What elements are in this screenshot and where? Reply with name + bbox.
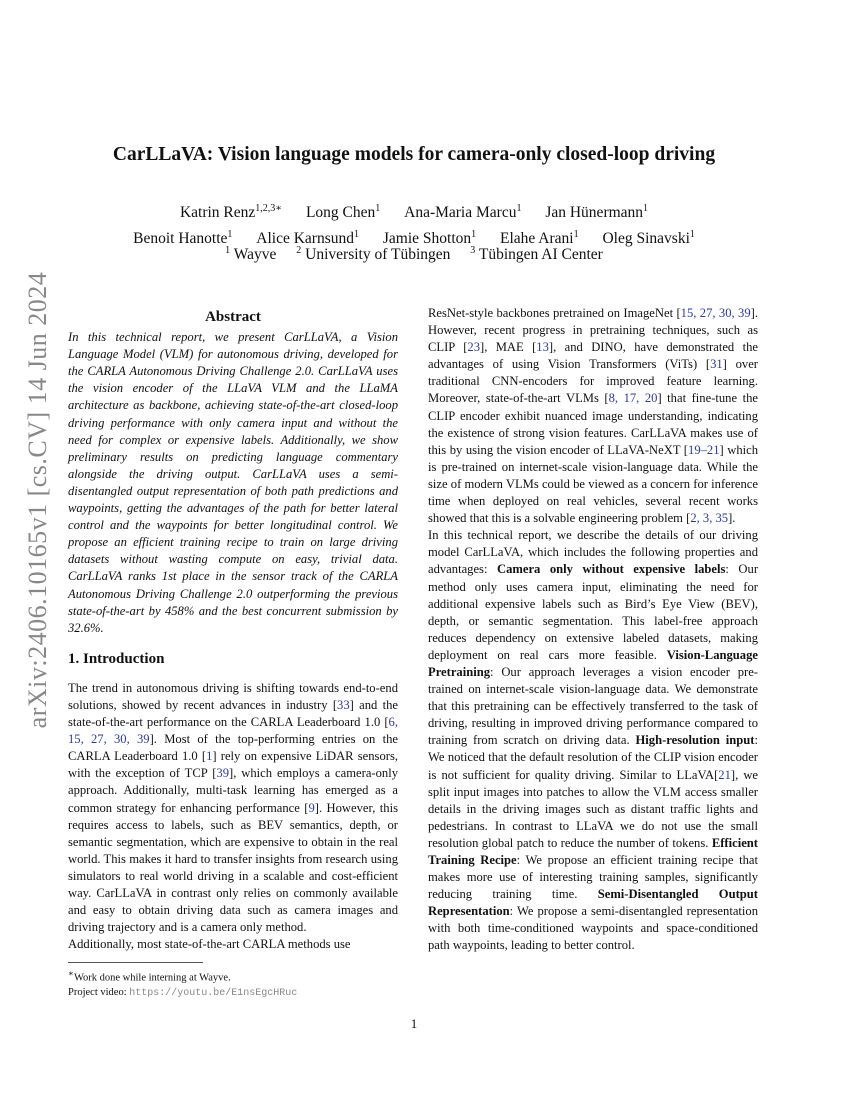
citation-link[interactable]: 15, 27, 30, 39 xyxy=(680,306,751,320)
author: Jan Hünermann$^1$ xyxy=(545,203,649,222)
affiliation: $^1$ Wayve xyxy=(225,245,277,264)
affiliation: $^3$ Tübingen AI Center xyxy=(470,245,603,264)
author: Alice Karnsund$^1$ xyxy=(256,229,359,248)
property-heading: High-resolution input xyxy=(635,733,755,748)
arxiv-identifier: arXiv:2406.10165v1 [cs.CV] 14 Jun 2024 xyxy=(23,271,52,729)
citation-link[interactable]: 9 xyxy=(308,800,315,815)
citation-link[interactable]: 23 xyxy=(467,340,480,355)
intro-paragraph-1: The trend in autonomous driving is shifting towards end-to-end solutions, showed by recent advances in industry [33] and the state-of-the-art performance on the CARLA Leaderboard 1.0 [6, 15, 27, 30, 39]. Most of the top-performing entries on the CARLA Leaderboard 1.0 [1] rely on expensive LiDAR sensors, with the exception of TCP [39], which employs a camera-only approach. Additionally, multi-task learning has emerged as a common strategy for enhancing performance [9]. However, this requires access to labels, such as BEV semantics, depth, or semantic segmentation, which are expensive to obtain in the real world. This makes it hard to transfer insights from research using simulators to real world driving in a scalable and cost-efficient way. CarLLaVA in contrast only relies on commonly available and easy to obtain driving data such as camera images and driving trajectory and is a camera only method. xyxy=(68,680,398,935)
abstract-text: In this technical report, we present CarLLaVA, a Vision Language Model (VLM) for autonomous driving, developed for the CARLA Autonomous Driving Challenge 2.0. CarLLaVA uses the vision encoder of the LLaVA VLM and the LLaMA architecture as backbone, achieving state-of-the-art closed-loop driving performance with only camera input and without the need for complex or expensive labels. Additionally, we show preliminary results on predicting language commentary alongside the driving output. CarLLaVA uses a semi-disentangled output representation of both path predictions and waypoints, getting the advantages of the path for better lateral control and the waypoints for better longitudinal control. We propose an efficient training recipe to train on large driving datasets without wasting compute on easy, trivial data. CarLLaVA ranks 1st place in the sensor track of the CARLA Autonomous Driving Challenge 2.0 outperforming the previous state-of-the-art by 458% and the best concurrent submission by 32.6%. xyxy=(68,330,398,635)
property-heading: Camera only without expensive labels xyxy=(496,562,726,577)
author: Katrin Renz$^{1,2,3∗}$ xyxy=(179,203,283,222)
affiliations xyxy=(0,245,828,264)
author-line-1 xyxy=(0,198,828,224)
author: Ana-Maria Marcu$^1$ xyxy=(404,203,522,222)
citation-link[interactable]: 1 xyxy=(206,749,213,764)
citation-link[interactable]: 21 xyxy=(718,767,731,782)
citation-link[interactable]: 31 xyxy=(710,357,723,372)
footnote xyxy=(68,962,398,1001)
citation-link[interactable]: 19–21 xyxy=(688,442,720,457)
author: Benoit Hanotte$^1$ xyxy=(133,229,233,248)
project-video-link[interactable]: https://youtu.be/E1nsEgcHRuc xyxy=(129,987,298,999)
citation-link[interactable]: 13 xyxy=(536,340,549,355)
citation-link[interactable]: 2, 3, 35 xyxy=(690,511,729,526)
citation-link[interactable]: 6, 15, 27, 30, 39 xyxy=(68,715,398,747)
author: Oleg Sinavski$^1$ xyxy=(602,229,695,248)
footnote-note: ∗Work done while interning at Wayve. xyxy=(68,968,231,984)
author-list xyxy=(0,198,828,250)
property-heading: Efficient Training Recipe xyxy=(428,835,758,867)
author: Elahe Arani$^1$ xyxy=(500,229,579,248)
introduction-heading: 1. Introduction xyxy=(68,650,165,667)
arxiv-sidebar xyxy=(18,271,58,729)
author: Jamie Shotton$^1$ xyxy=(382,229,477,248)
page-number: 1 xyxy=(410,1016,418,1031)
citation-link[interactable]: 33 xyxy=(337,697,350,712)
property-heading: Semi-Disentangled Output Representation xyxy=(428,887,758,919)
affiliation: $^2$ University of Tübingen xyxy=(296,245,451,264)
intro-paragraph-2-start: Additionally, most state-of-the-art CARLA methods use xyxy=(68,937,351,952)
intro-paragraph-2-continued: ResNet-style backbones pretrained on ImageNet [15, 27, 30, 39]. However, recent progress in pretraining techniques, such as CLIP [23], MAE [13], and DINO, have demonstrated the advantages of using Vision Transformers (ViTs) [31] over traditional CNN-encoders for improved feature learning. Moreover, state-of-the-art VLMs [8, 17, 20] that fine-tune the CLIP encoder exhibit nuanced image understanding, indicating the existence of strong vision features. CarLLaVA makes use of this by using the vision encoder of LLaVA-NeXT [19–21] which is pre-trained on internet-scale vision-language data. While the size of modern VLMs could be viewed as a concern for inference time when deployed on real vehicles, several recent works showed that this is a solvable engineering problem [2, 3, 35]. xyxy=(428,306,758,526)
footnote-video: Project video: https://youtu.be/E1nsEgcHRuc xyxy=(68,986,298,999)
citation-link[interactable]: 39 xyxy=(216,766,229,781)
abstract-heading: Abstract xyxy=(205,309,261,325)
property-heading: Vision-Language Pretraining xyxy=(428,647,758,679)
left-column xyxy=(68,309,398,953)
paper-title: CarLLaVA: Vision language models for camera-only closed-loop driving xyxy=(112,144,716,165)
footnote-rule xyxy=(68,962,203,963)
citation-link[interactable]: 8, 17, 20 xyxy=(608,391,658,406)
right-column xyxy=(428,305,758,955)
author: Long Chen$^1$ xyxy=(305,203,381,222)
intro-paragraph-3: In this technical report, we describe the details of our driving model CarLLaVA, which includes the following properties and advantages: Camera only without expensive labels: Our method only uses camera input, eliminating the need for additional expensive labels such as Bird’s Eye View (BEV), depth, or semantic segmentation. This label-free approach reduces dependency on extensive labeled datasets, making deployment on real cars more feasible. Vision-Language Pretraining: Our approach leverages a vision encoder pre-trained on internet-scale vision-language data. We demonstrate that this pretraining can be effectively transferred to the task of driving, resulting in improved driving performance compared to training from scratch on driving data. High-resolution input: We noticed that the default resolution of the CLIP vision encoder is not sufficient for quality driving. Similar to LLaVA[21], we split input images into patches to allow the VLM access smaller details in the driving images such as distant traffic lights and pedestrians. In contrast to LLaVA we do not use the small resolution global patch to reduce the number of tokens. Efficient Training Recipe: We propose an efficient training recipe that makes more use of interesting training samples, significantly reducing training time. Semi-Disentangled Output Representation: We propose a semi-disentangled representation with both time-conditioned waypoints and space-conditioned path waypoints, leading to better control. xyxy=(428,528,759,953)
